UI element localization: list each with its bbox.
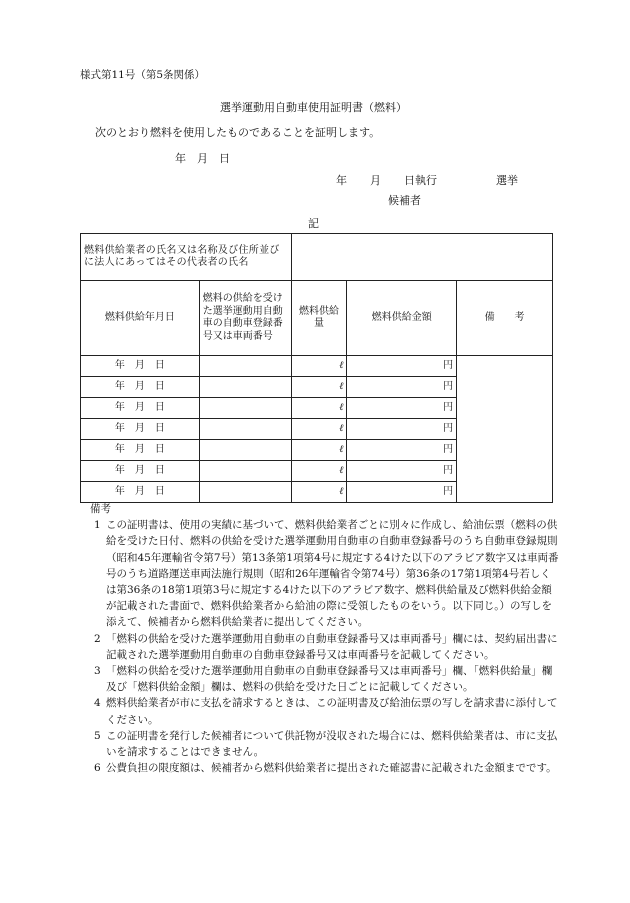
row-quantity[interactable]: ℓ — [291, 482, 347, 503]
notes-section — [80, 501, 560, 776]
row-quantity[interactable]: ℓ — [291, 419, 347, 440]
supplier-row — [81, 234, 553, 281]
remarks-cell[interactable] — [457, 356, 553, 503]
note-text: 公費負担の限度額は、候補者から燃料供給業者に提出された確認書に記載された金額までです。 — [106, 762, 557, 775]
header-row — [81, 281, 553, 356]
exec-year: 年 — [336, 174, 347, 187]
row-date[interactable]: 年 月 日 — [81, 398, 200, 419]
note-item-1 — [80, 517, 560, 630]
intro-text: 次のとおり燃料を使用したものであることを証明します。 — [95, 126, 381, 139]
row-date[interactable]: 年 月 日 — [81, 461, 200, 482]
election-label: 選挙 — [496, 174, 518, 187]
row-amount[interactable]: 円 — [347, 482, 457, 503]
row-quantity[interactable]: ℓ — [291, 461, 347, 482]
notes-title: 備考 — [90, 503, 111, 515]
table-row — [81, 356, 553, 377]
row-registration[interactable] — [199, 398, 291, 419]
row-amount[interactable]: 円 — [347, 440, 457, 461]
note-text: この証明書は、使用の実績に基づいて、燃料供給業者ごとに別々に作成し、給油伝票（燃料の供給を受けた日付、燃料の供給を受けた選挙運動用自動車の自動車登録番号のうち自動車登録規則（昭和45年運輸省令第7号）第13条第1項第4号に規定する4けた以下のアラビア数字又は車両番号のうち道路運送車両法施行規則（昭和26年運輸省令第74号）第36条の17第1項第4号若しくは第36条の18第1項第3号に規定する4けた以下のアラビア数字、燃料供給量及び燃料供給金額が記載された書面で、燃料供給業者から給油の際に受領したものをいう。以下同じ。）の写しを添えて、候補者から燃料供給業者に提出してください。 — [106, 519, 559, 629]
header-quantity: 燃料供給量 — [291, 281, 347, 356]
row-amount[interactable]: 円 — [347, 461, 457, 482]
header-amount: 燃料供給金額 — [347, 281, 457, 356]
row-date[interactable]: 年 月 日 — [81, 482, 200, 503]
row-amount[interactable]: 円 — [347, 419, 457, 440]
supplier-value[interactable] — [291, 234, 552, 281]
note-number: 4 — [94, 697, 101, 710]
document-title: 選挙運動用自動車使用証明書（燃料） — [220, 101, 407, 114]
header-date: 燃料供給年月日 — [81, 281, 200, 356]
row-date[interactable]: 年 月 日 — [81, 419, 200, 440]
row-quantity[interactable]: ℓ — [291, 440, 347, 461]
row-quantity[interactable]: ℓ — [291, 398, 347, 419]
note-number: 3 — [94, 665, 101, 678]
header-registration: 燃料の供給を受けた選挙運動用自動車の自動車登録番号又は車両番号 — [199, 281, 291, 356]
note-text: この証明書を発行した候補者について供託物が没収された場合には、燃料供給業者は、市に支払いを請求することはできません。 — [106, 729, 558, 759]
row-registration[interactable] — [199, 419, 291, 440]
note-number: 2 — [94, 632, 101, 645]
note-item-4 — [80, 695, 560, 727]
row-quantity[interactable]: ℓ — [291, 377, 347, 398]
row-amount[interactable]: 円 — [347, 398, 457, 419]
supplier-label: 燃料供給業者の氏名又は名称及び住所並びに法人にあってはその代表者の氏名 — [81, 234, 292, 281]
note-text: 燃料供給業者が市に支払を請求するときは、この証明書及び給油伝票の写しを請求書に添付してください。 — [106, 697, 558, 726]
note-item-2 — [80, 631, 560, 663]
row-date[interactable]: 年 月 日 — [81, 377, 200, 398]
certification-date: 年 月 日 — [175, 152, 230, 165]
form-number: 様式第11号（第5条関係） — [80, 69, 206, 81]
row-registration[interactable] — [199, 356, 291, 377]
election-execution-line — [336, 172, 518, 188]
note-item-6 — [80, 760, 560, 776]
note-item-3 — [80, 663, 560, 695]
row-registration[interactable] — [199, 377, 291, 398]
row-date[interactable]: 年 月 日 — [81, 356, 200, 377]
note-text: 「燃料の供給を受けた選挙運動用自動車の自動車登録番号又は車両番号」欄には、契約届出書に記載された選挙運動用自動車の自動車登録番号又は車両番号を記載してください。 — [106, 632, 558, 661]
note-number: 6 — [94, 762, 101, 775]
fuel-table — [80, 233, 553, 503]
exec-month: 月 — [370, 174, 381, 187]
row-registration[interactable] — [199, 461, 291, 482]
row-quantity[interactable]: ℓ — [291, 356, 347, 377]
row-date[interactable]: 年 月 日 — [81, 440, 200, 461]
header-remarks: 備 考 — [457, 281, 553, 356]
row-registration[interactable] — [199, 482, 291, 503]
ki-label: 記 — [308, 217, 319, 230]
note-number: 1 — [94, 519, 101, 532]
note-item-5 — [80, 728, 560, 760]
exec-day: 日執行 — [404, 174, 437, 187]
row-amount[interactable]: 円 — [347, 377, 457, 398]
candidate-label: 候補者 — [388, 194, 421, 207]
note-text: 「燃料の供給を受けた選挙運動用自動車の自動車登録番号又は車両番号」欄、「燃料供給量」欄及び「燃料供給金額」欄は、燃料の供給を受けた日ごとに記載してください。 — [106, 665, 553, 694]
note-number: 5 — [94, 729, 101, 742]
row-registration[interactable] — [199, 440, 291, 461]
row-amount[interactable]: 円 — [347, 356, 457, 377]
